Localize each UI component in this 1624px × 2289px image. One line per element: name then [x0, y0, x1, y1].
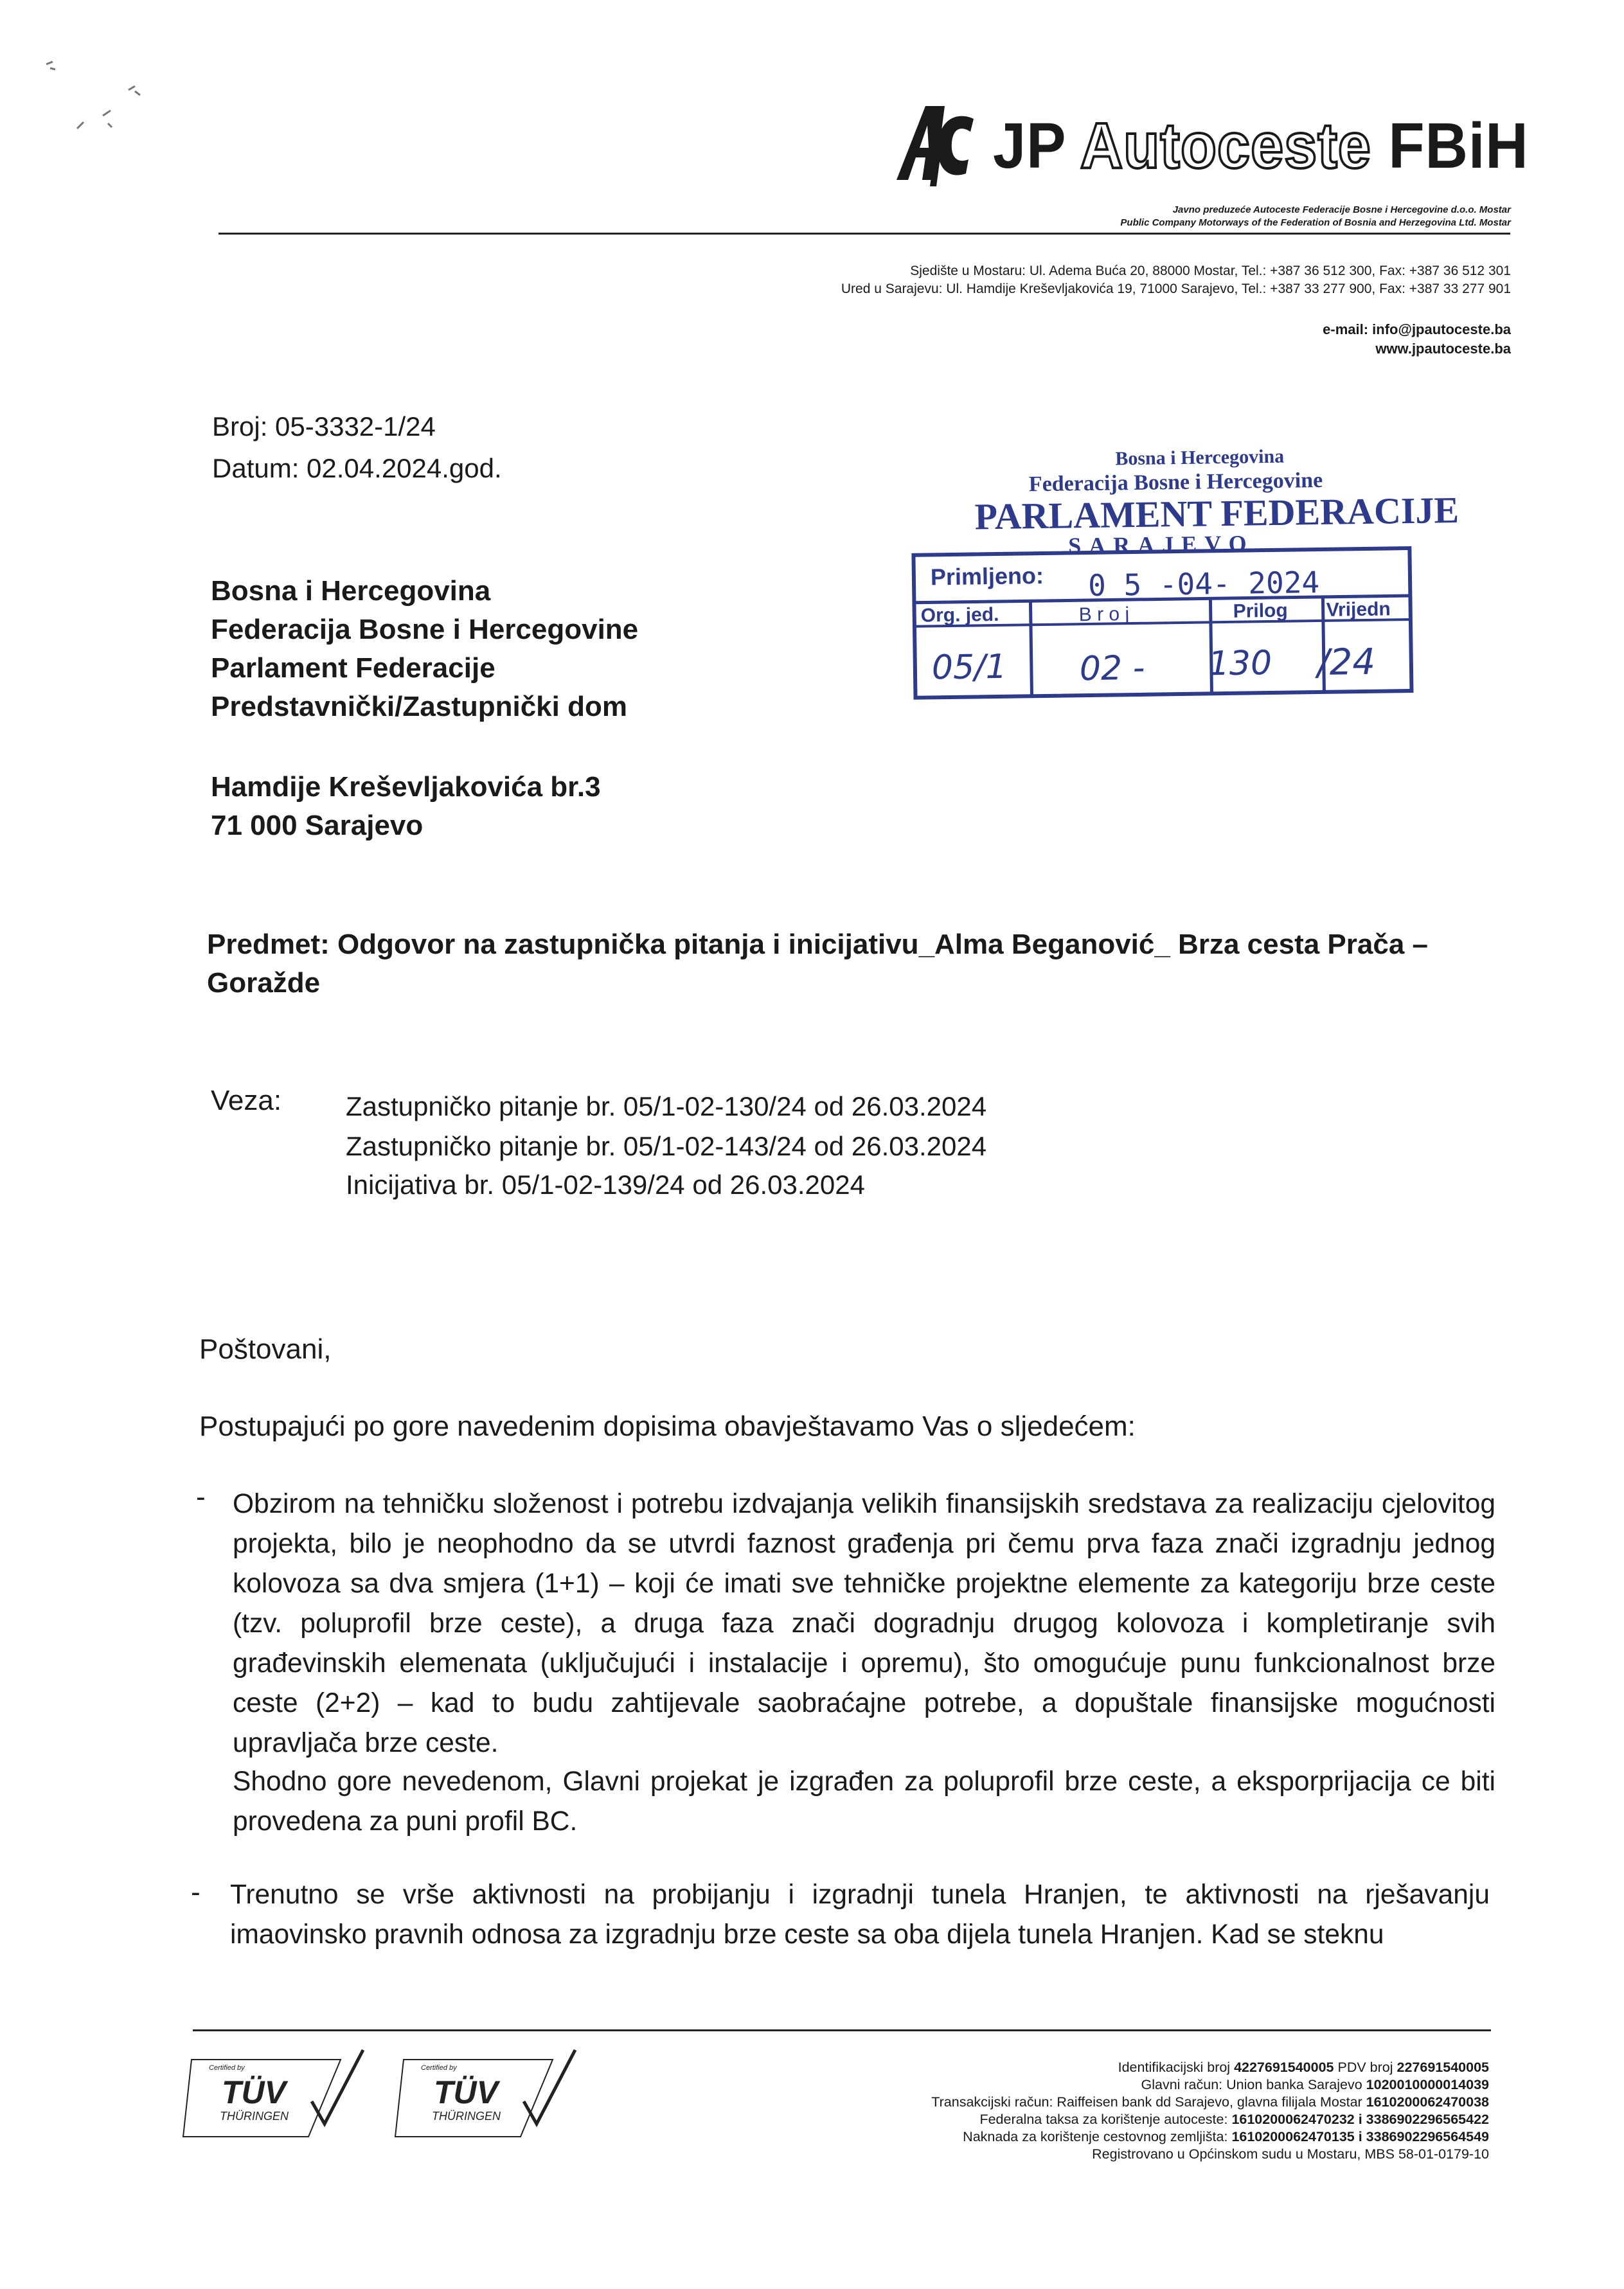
ac-logo-icon — [890, 96, 980, 193]
footer-motorway-fee: Federalna taksa za korištenje autoceste: 1610200062470232 i 3386902296565422 — [979, 2112, 1489, 2127]
stamp-line-federation: Federacija Bosne i Hercegovine — [1028, 468, 1323, 497]
footer-main-account: Glavni račun: Union banka Sarajevo 1020010000014039 — [1141, 2077, 1489, 2092]
stamp-col-prilog: Prilog — [1233, 600, 1288, 622]
cert-brand: TÜV — [222, 2074, 286, 2110]
address-sarajevo: Ured u Sarajevu: Ul. Hamdije Kreševljakovića 19, 71000 Sarajevo, Tel.: +387 33 277 900, Fax: +387 33 277 901 — [841, 281, 1511, 296]
company-tagline-en: Public Company Motorways of the Federation of Bosnia and Herzegovina Ltd. Mostar — [1120, 217, 1511, 228]
stamp-value-org: 05/1 — [931, 647, 1008, 688]
recipient-line-4: Predstavnički/Zastupnički dom — [211, 691, 627, 722]
received-stamp — [903, 436, 1459, 726]
company-name: JP Autoceste FBiH — [993, 110, 1529, 182]
company-tagline-local: Javno preduzeće Autoceste Federacije Bosne i Hercegovine d.o.o. Mostar — [1172, 204, 1511, 215]
header-divider — [219, 233, 1510, 235]
cert-region: THÜRINGEN — [220, 2110, 289, 2123]
recipient-line-3: Parlament Federacije — [211, 652, 495, 684]
veza-item: Zastupničko pitanje br. 05/1-02-130/24 od 26.03.2024 — [346, 1091, 987, 1121]
footer-transaction-account: Transakcijski račun: Raiffeisen bank dd Sarajevo, glavna filijala Mostar 1610200062470038 — [931, 2094, 1489, 2110]
veza-label: Veza: — [211, 1085, 282, 1116]
stamp-col-org: Org. jed. — [920, 603, 999, 627]
footer-land-fee: Naknada za korištenje cestovnog zemljišta: 1610200062470135 i 3386902296564549 — [963, 2129, 1489, 2144]
recipient-street: Hamdije Kreševljakovića br.3 — [211, 771, 601, 803]
reference-date: Datum: 02.04.2024.god. — [212, 453, 502, 483]
body-paragraph-2: Trenutno se vrše aktivnosti na probijanju i izgradnji tunela Hranjen, te aktivnosti na rješavanju imaovinsko pravnih odnosa za izgradnju brze ceste sa oba dijela tunela Hranjen. Kad se steknu — [230, 1880, 1490, 1950]
cert-certified-by: Certified by — [209, 2064, 245, 2072]
veza-item: Zastupničko pitanje br. 05/1-02-143/24 od 26.03.2024 — [346, 1131, 987, 1161]
footer-ids: Identifikacijski broj 4227691540005 PDV broj 227691540005 — [1118, 2060, 1489, 2075]
scan-specks — [39, 51, 167, 154]
stamp-received-date: 0 5 -04- 2024 — [1087, 564, 1320, 603]
veza-item: Inicijativa br. 05/1-02-139/24 od 26.03.2024 — [346, 1170, 865, 1200]
reference-number: Broj: 05-3332-1/24 — [212, 411, 436, 441]
body-paragraph-1b: Shodno gore nevedenom, Glavni projekat je izgrađen za poluprofil brze ceste, a eksporprijacija ce biti provedena za puni profil BC. — [233, 1767, 1495, 1837]
recipient-city: 71 000 Sarajevo — [211, 810, 424, 841]
subject-line: Predmet: Odgovor na zastupnička pitanja i inicijativu_Alma Beganović_ Brza cesta Prača – Goražde — [207, 929, 1428, 999]
address-mostar: Sjedište u Mostaru: Ul. Adema Buća 20, 88000 Mostar, Tel.: +387 36 512 300, Fax: +387 36 512 301 — [910, 263, 1511, 278]
stamp-col-vrijednost: Vrijedn — [1326, 598, 1391, 621]
stamp-line-city: SARAJEVO — [1067, 530, 1254, 559]
body-paragraph-1: Obzirom na tehničku složenost i potrebu izdvajanja velikih finansijskih sredstava za realizaciju cjelovitog projekta, bilo je neophodno da se utvrdi faznost građenja pri čemu prva faza znači izgradnju jednog kolovoza sa dva smjera (1+1) – koji će imati sve tehničke projektne elemente za kategoriju brze ceste (tzv. poluprofil brze ceste), a druga faza znači dogradnju drugog kolovoza i kompletiranje svih građevinskih elemenata (uključujući i instalacije i opremu), što omogućuje punu funkcionalnost brze ceste (2+2) – kad to budu zahtijevale saobraćajne potrebe, a dopuštale finansijske mogućnosti upravljača brze ceste. — [233, 1489, 1495, 1758]
tuv-check-icon — [180, 2047, 366, 2143]
recipient-line-1: Bosna i Hercegovina — [211, 575, 491, 607]
contact-email: e-mail: info@jpautoceste.ba — [1323, 321, 1511, 337]
recipient-line-2: Federacija Bosne i Hercegovine — [211, 614, 639, 645]
bullet-dash: - — [196, 1481, 206, 1513]
stamp-col-broj: B r o j — [1078, 603, 1130, 626]
footer-registration: Registrovano u Općinskom sudu u Mostaru, MBS 58-01-0179-10 — [1092, 2146, 1489, 2162]
stamp-received-label: Primljeno: — [930, 562, 1044, 591]
cert-brand: TÜV — [434, 2074, 498, 2110]
stamp-value-vrijednost: /24 — [1317, 641, 1376, 684]
tuv-certificate-logo — [180, 2047, 366, 2143]
cert-certified-by: Certified by — [421, 2064, 457, 2072]
stamp-value-prilog: 130 — [1208, 644, 1272, 684]
stamp-value-broj: 02 - — [1079, 648, 1145, 689]
tuv-certificate-logo — [392, 2047, 578, 2143]
stamp-line-country: Bosna i Hercegovina — [1115, 445, 1285, 470]
cert-region: THÜRINGEN — [432, 2110, 501, 2123]
stamp-line-parliament: PARLAMENT FEDERACIJE — [974, 488, 1459, 538]
bullet-dash: - — [191, 1876, 201, 1908]
tuv-check-icon — [392, 2047, 578, 2143]
contact-website: www.jpautoceste.ba — [1375, 341, 1511, 357]
intro-sentence: Postupajući po gore navedenim dopisima obavještavamo Vas o sljedećem: — [199, 1411, 1136, 1442]
footer-divider — [193, 2029, 1491, 2031]
salutation: Poštovani, — [199, 1333, 332, 1365]
